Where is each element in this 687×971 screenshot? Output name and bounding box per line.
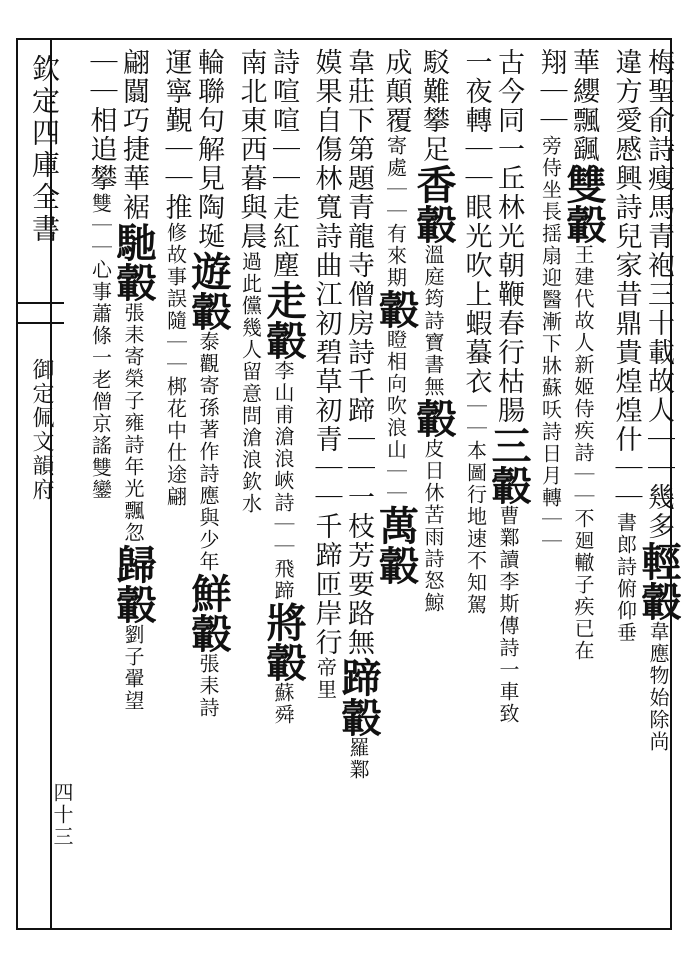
text-run: 南北東西暮與晨 [235, 48, 267, 251]
volume-title: 御定佩文韻府 [29, 358, 54, 502]
text-run: 李山甫滄浪峽詩｜｜飛蹄 [271, 360, 295, 602]
text-column [560, 48, 607, 662]
text-column [528, 48, 568, 553]
text-run: 帝里 [313, 657, 338, 701]
headword: 雙轂 [560, 164, 607, 244]
text-run: 瞪相向吹浪山｜｜ [383, 329, 408, 505]
text-column [335, 48, 382, 781]
headword: 輕轂 [635, 541, 682, 621]
text-run: 成顛覆 [380, 48, 412, 135]
text-column [603, 48, 643, 644]
text-run: 嫫果自傷林寬詩曲江初碧草初青｜｜千蹄匝岸行 [310, 48, 342, 657]
text-run: 張耒詩 [196, 653, 220, 719]
text-run: 古今同一丘林光朝鞭春行枯腸 [493, 48, 524, 425]
text-run: 皮日休苦雨詩怒鯨 [421, 438, 445, 614]
text-run: 寄處｜｜有來期 [383, 135, 408, 289]
text-run: 王建代故人新姬侍疾詩｜｜不廻轍子疾已在 [571, 244, 595, 662]
text-run: 過此儻幾人留意問滄浪 [238, 251, 263, 471]
text-run: 張耒寄榮子雍詩年光飄忽 [121, 302, 145, 544]
fish-tail-divider-top [18, 302, 64, 304]
headword: 香轂 [410, 164, 457, 244]
text-run: 韋莊下第題青龍寺僧房詩千蹄｜｜一枝芳要路無 [343, 48, 374, 657]
headword: 將轂 [260, 602, 307, 682]
page-margin [18, 40, 74, 928]
text-run: 劉子翬望 [121, 624, 145, 712]
text-run: 輪聯句解見陶埏 [193, 48, 224, 251]
text-column [635, 48, 682, 753]
text-run: 蘇舜 [271, 682, 295, 726]
text-column [110, 48, 157, 712]
text-run: 華纓飄颻 [568, 48, 599, 164]
headword: 萬轂 [372, 505, 420, 585]
text-run: 駁難攀足 [418, 48, 449, 164]
text-run: 一夜轉｜｜眼光吹上蝦蟇衣 [460, 48, 492, 396]
text-run: 韋應物始除尚 [646, 621, 670, 753]
headword: 三轂 [485, 425, 532, 505]
text-run: ｜｜本圖行地速不知駕 [463, 396, 488, 616]
text-run: 欽水 [238, 471, 263, 515]
text-run: 運寧覲｜｜推 [160, 48, 192, 222]
text-column [185, 48, 232, 719]
page-number: 四十三 [50, 782, 74, 848]
text-run: 翩闒巧捷華裾 [118, 48, 149, 222]
headword: 馳轂 [110, 222, 157, 302]
text-column [485, 48, 532, 725]
book-title: 欽定四庫全書 [28, 54, 61, 246]
text-run: 曹鄴讀李斯傳詩一車致 [496, 505, 520, 725]
text-run: ｜｜相追攀 [85, 48, 117, 193]
text-run: 翔｜｜ [535, 48, 567, 135]
text-column [453, 48, 493, 616]
text-run: 梅聖俞詩瘦馬青袍三十載故人｜｜幾多 [643, 48, 674, 541]
text-run: 雙｜｜心事蕭條一老僧 [88, 193, 113, 413]
text-run: 泰觀寄孫著作詩應與少年 [196, 331, 220, 573]
text-run: 修故事誤隨｜｜梆花中 [163, 222, 188, 442]
fish-tail-divider-bottom [18, 322, 64, 324]
headword: 歸轂 [110, 544, 157, 624]
text-column [372, 48, 420, 585]
headword: 遊轂 [185, 251, 232, 331]
text-run: 書郎詩俯仰垂 [613, 512, 638, 644]
headword: 轂 [410, 398, 457, 438]
text-run: 仕途翩 [163, 442, 188, 508]
headword: 走轂 [260, 280, 307, 360]
text-column [260, 48, 307, 726]
headword: 蹄轂 [335, 657, 382, 737]
text-column [153, 48, 193, 508]
text-run: 羅鄴 [346, 737, 370, 781]
text-run: 溫庭筠詩寶書無 [421, 244, 445, 398]
text-column [410, 48, 457, 614]
text-column [228, 48, 268, 515]
text-run: 違方愛慼興詩兒家昔鼎貴煌煌什｜｜ [610, 48, 642, 512]
text-run: 詩喧喧｜｜走紅塵 [268, 48, 299, 280]
headword: 鮮轂 [185, 573, 232, 653]
text-column [303, 48, 343, 701]
headword: 轂 [372, 289, 420, 329]
text-run: 旁侍坐長揺扇迎醫漸下牀蘇㕭詩日月轉｜｜ [538, 135, 563, 553]
text-run: 京謠雙鑾 [88, 413, 113, 501]
text-column [78, 48, 118, 501]
